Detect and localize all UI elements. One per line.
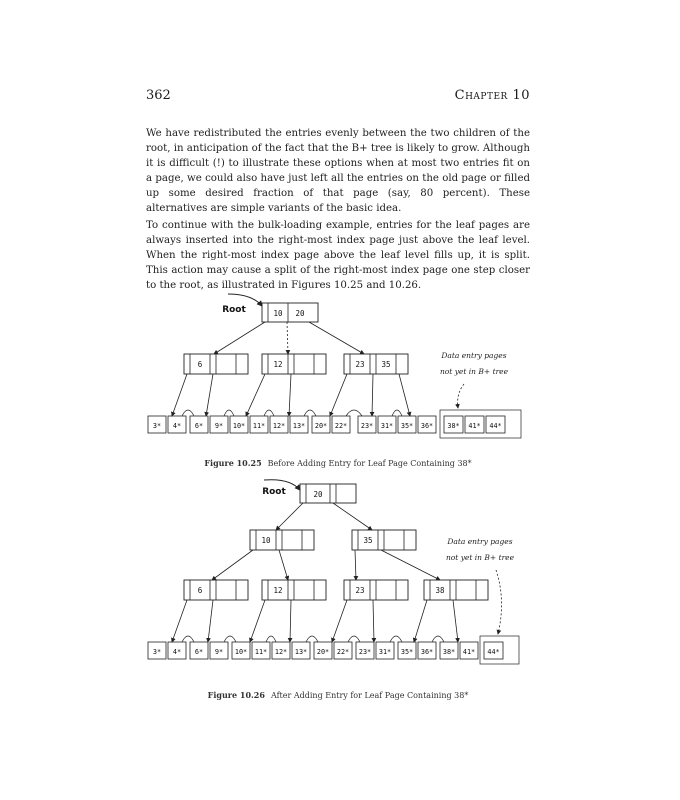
note-arrow <box>458 384 464 408</box>
data-entry: 4* <box>172 422 182 430</box>
data-entry: 3* <box>152 422 162 430</box>
pointer-arrow <box>212 550 253 580</box>
caption-text: After Adding Entry for Leaf Page Containing 38* <box>270 691 469 700</box>
data-entry: 35* <box>400 648 414 656</box>
pending-data-pages <box>480 636 519 664</box>
index-key: 35 <box>381 360 391 369</box>
note-arrow <box>496 570 502 634</box>
sibling-link <box>432 636 444 642</box>
sibling-link <box>224 410 234 416</box>
index-node <box>344 580 408 600</box>
data-entry: 23* <box>360 422 374 430</box>
node-border <box>262 303 318 322</box>
note-text: not yet in B+ tree <box>445 553 515 562</box>
leaf-page <box>190 642 228 659</box>
pointer-arrow <box>355 550 356 580</box>
data-entry: 20* <box>314 422 328 430</box>
root-key: 20 <box>313 490 323 499</box>
pointer-arrow <box>372 374 373 416</box>
data-entry: 10* <box>232 422 246 430</box>
data-entry: 20* <box>316 648 330 656</box>
data-entry: 31* <box>378 648 392 656</box>
pointer-arrow <box>276 503 303 530</box>
index-node <box>262 580 326 600</box>
data-entry: 22* <box>334 422 348 430</box>
index-node <box>184 580 248 600</box>
caption-label: Figure 10.26 <box>207 690 265 700</box>
leaf-page <box>440 642 478 659</box>
index-node <box>344 354 408 374</box>
pointer-arrow <box>246 374 265 416</box>
pointer-arrow <box>279 550 288 580</box>
data-entry: 44* <box>487 648 500 656</box>
sibling-link <box>390 636 402 642</box>
pointer-arrow <box>373 600 374 642</box>
pointer-arrow <box>453 600 458 642</box>
pointer-arrow <box>172 600 187 642</box>
sibling-link <box>264 410 274 416</box>
index-node <box>352 530 416 550</box>
sibling-link <box>346 410 362 416</box>
leaf-page <box>148 642 186 659</box>
index-node <box>424 580 488 600</box>
data-entry: 6* <box>194 648 204 656</box>
index-key: 10 <box>261 536 271 545</box>
figure-10-26 <box>148 480 519 664</box>
data-entry: 6* <box>194 422 204 430</box>
paragraph-2: To continue with the bulk-loading example, entries for the leaf pages are always inserted into the right-most index page just above the leaf level. When the right-most index page above the leaf level fills up, it is split. This action may cause a split of the right-most index page one step closer to the root, as illustrated in Figures 10.25 and 10.26. <box>146 220 530 291</box>
data-entry: 31* <box>380 422 394 430</box>
sibling-link <box>304 410 316 416</box>
data-entry: 9* <box>214 648 224 656</box>
index-key: 35 <box>363 536 373 545</box>
note-text: Data entry pages <box>447 537 513 546</box>
pointer-arrow <box>399 374 410 416</box>
data-entry: 41* <box>462 648 476 656</box>
index-key: 23 <box>355 586 365 595</box>
figure-10-25-caption <box>146 458 530 468</box>
pointer-arrow <box>309 322 364 354</box>
index-node <box>250 530 314 550</box>
data-entry: 22* <box>336 648 350 656</box>
data-entry: 35* <box>400 422 414 430</box>
pointer-arrow <box>414 600 427 642</box>
leaf-page <box>190 416 228 433</box>
leaf-page <box>272 642 310 659</box>
data-entry: 36* <box>420 422 434 430</box>
figure-10-25 <box>148 294 521 438</box>
pointer-arrow <box>333 503 372 530</box>
pointer-arrow <box>206 374 213 416</box>
data-entry: 13* <box>292 422 306 430</box>
sibling-link <box>182 410 194 416</box>
data-entry: 41* <box>468 422 481 430</box>
data-entry: 10* <box>234 648 248 656</box>
root-label: Root <box>262 487 286 497</box>
pointer-arrow <box>172 374 187 416</box>
data-entry: 12* <box>272 422 286 430</box>
data-entry: 44* <box>489 422 502 430</box>
pointer-arrow <box>332 600 347 642</box>
figure-10-26-caption <box>146 690 530 700</box>
caption-text: Before Adding Entry for Leaf Page Containing 38* <box>267 459 472 468</box>
page-number: 362 <box>146 88 171 103</box>
sibling-link <box>348 636 360 642</box>
data-entry: 11* <box>254 648 268 656</box>
pending-data-pages <box>440 410 521 438</box>
pointer-arrow <box>214 322 265 354</box>
pointer-arrow <box>381 550 440 580</box>
index-key: 6 <box>197 360 203 369</box>
data-entry: 38* <box>442 648 456 656</box>
pointer-arrow <box>290 600 291 642</box>
data-entry: 13* <box>294 648 308 656</box>
pointer-arrow <box>208 600 213 642</box>
leaf-page <box>358 416 396 433</box>
data-entry: 3* <box>152 648 162 656</box>
data-entry: 38* <box>447 422 460 430</box>
leaf-page <box>148 416 186 433</box>
leaf-page <box>398 416 436 433</box>
index-node <box>262 354 326 374</box>
leaf-page <box>232 642 270 659</box>
node-border <box>300 484 356 503</box>
index-key: 6 <box>197 586 203 595</box>
leaf-page <box>312 416 350 433</box>
data-entry: 12* <box>274 648 288 656</box>
data-entry: 9* <box>214 422 224 430</box>
pointer-arrow <box>289 374 291 416</box>
sibling-link <box>266 636 276 642</box>
note-text: Data entry pages <box>441 351 507 360</box>
pointer-arrow <box>250 600 265 642</box>
index-key: 12 <box>273 586 283 595</box>
pointer-arrow <box>330 374 347 416</box>
index-key: 38 <box>435 586 445 595</box>
leaf-page <box>270 416 308 433</box>
root-key: 20 <box>295 309 305 318</box>
sibling-link <box>182 636 194 642</box>
leaf-page <box>356 642 394 659</box>
root-node <box>300 484 356 503</box>
pointer-arrow <box>287 322 288 354</box>
index-key: 23 <box>355 360 365 369</box>
leaf-page <box>230 416 268 433</box>
sibling-link <box>306 636 318 642</box>
sibling-link <box>224 636 236 642</box>
root-node <box>262 303 318 322</box>
note-text: not yet in B+ tree <box>439 367 509 376</box>
root-key: 10 <box>273 309 283 318</box>
caption-label: Figure 10.25 <box>204 458 262 468</box>
paragraph-1: We have redistributed the entries evenly between the two children of the root, in anticipation of the fact that the B+ tree is likely to grow. Although it is difficult (!) to illustrate these options when at most two entries fit on a page, we could also have just left all the entries on the old page or filled up some desired fraction of that page (say, 80 percent). These alternatives are simple variants of the basic idea. <box>146 128 530 214</box>
data-entry: 4* <box>172 648 182 656</box>
data-entry: 11* <box>252 422 266 430</box>
leaf-page <box>398 642 436 659</box>
data-entry: 23* <box>358 648 372 656</box>
data-entry: 36* <box>420 648 434 656</box>
index-node <box>184 354 248 374</box>
chapter-title: Chapter 10 <box>454 88 530 103</box>
sibling-link <box>392 410 402 416</box>
root-label: Root <box>222 305 246 315</box>
leaf-page <box>314 642 352 659</box>
index-key: 12 <box>273 360 283 369</box>
